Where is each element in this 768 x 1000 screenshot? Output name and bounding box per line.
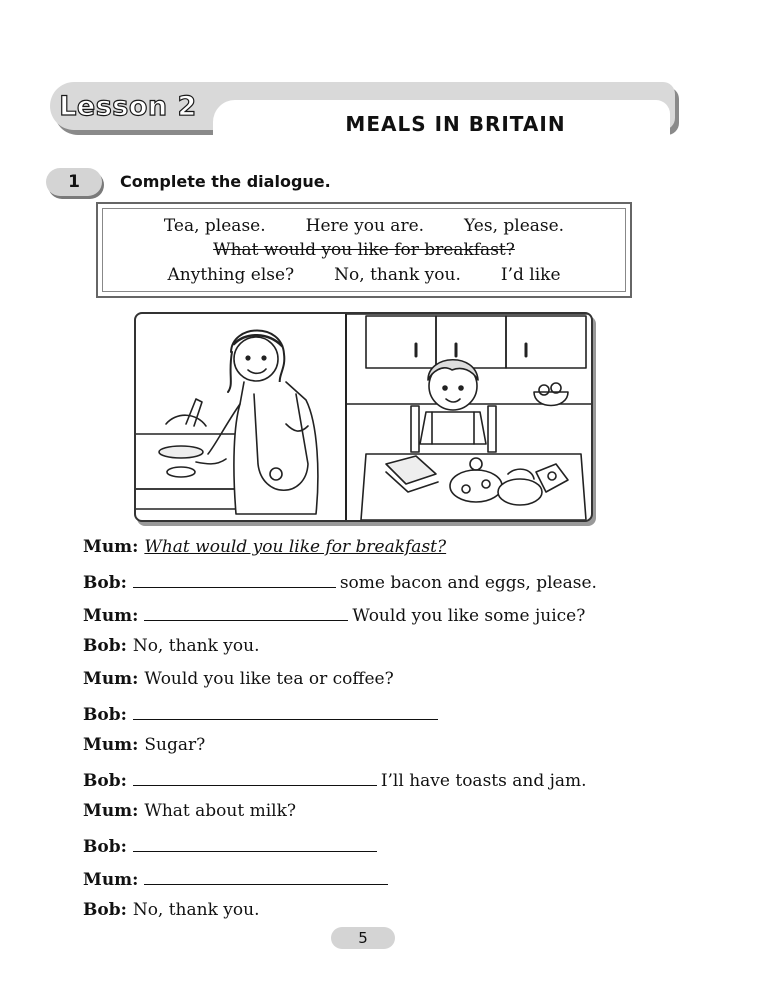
word-option: Tea, please.	[163, 216, 266, 236]
dialogue-line-7: Mum: Sugar?	[83, 735, 206, 755]
answer-blank[interactable]	[144, 867, 388, 885]
speaker-label: Bob	[83, 900, 121, 920]
word-box-row-2	[98, 240, 630, 260]
exercise-instruction: Complete the dialogue.	[120, 172, 331, 191]
lesson-label: Lesson 2	[59, 90, 197, 122]
word-option: Here you are.	[305, 216, 425, 236]
dialogue-line-5: Mum: Would you like tea or coffee?	[83, 669, 394, 689]
speaker-label: Mum	[83, 870, 133, 890]
word-option: No, thank you.	[334, 265, 461, 285]
speaker-label: Bob	[83, 705, 121, 725]
dialogue-line-4: Bob: No, thank you.	[83, 636, 260, 656]
word-option-crossed-out: What would you like for breakfast?	[213, 240, 515, 260]
speaker-label: Mum	[83, 735, 133, 755]
speaker-label: Mum	[83, 606, 133, 626]
dialogue-line-9: Mum: What about milk?	[83, 801, 297, 821]
dialogue-line-10: Bob:	[83, 834, 381, 857]
line-text: Would you like some juice?	[352, 606, 586, 626]
kitchen-scene-drawing	[136, 314, 591, 520]
speaker-label: Mum	[83, 537, 133, 557]
line-text: No, thank you.	[132, 636, 260, 656]
dialogue-line-6: Bob:	[83, 702, 442, 725]
speaker-label: Bob	[83, 771, 121, 791]
example-answer: What would you like for breakfast?	[144, 537, 447, 557]
dialogue-line-3: Mum: Would you like some juice?	[83, 603, 585, 626]
line-text: I’ll have toasts and jam.	[380, 771, 587, 791]
exercise-number: 1	[68, 172, 80, 192]
speaker-label: Bob	[83, 636, 121, 656]
speaker-label: Mum	[83, 801, 133, 821]
word-box-row-3	[98, 265, 630, 285]
line-text: No, thank you.	[132, 900, 260, 920]
answer-blank[interactable]	[144, 603, 348, 621]
dialogue-line-2: Bob: some bacon and eggs, please.	[83, 570, 597, 593]
word-box-row-1	[98, 216, 630, 236]
speaker-label: Mum	[83, 669, 133, 689]
dialogue-line-11: Mum:	[83, 867, 392, 890]
line-text: Would you like tea or coffee?	[144, 669, 394, 689]
breakfast-illustration	[134, 312, 593, 522]
speaker-label: Bob	[83, 573, 121, 593]
dialogue-line-12: Bob: No, thank you.	[83, 900, 260, 920]
page-number: 5	[331, 927, 395, 949]
dialogue-line-1: Mum: What would you like for breakfast?	[83, 537, 447, 557]
speaker-label: Bob	[83, 837, 121, 857]
answer-blank[interactable]	[133, 702, 438, 720]
line-text: What about milk?	[144, 801, 297, 821]
answer-blank[interactable]	[133, 570, 336, 588]
word-option: Yes, please.	[464, 216, 565, 236]
dialogue-line-8: Bob: I’ll have toasts and jam.	[83, 768, 587, 791]
word-option: Anything else?	[167, 265, 295, 285]
word-box	[96, 202, 632, 298]
answer-blank[interactable]	[133, 768, 377, 786]
line-text: some bacon and eggs, please.	[339, 573, 597, 593]
line-text: Sugar?	[144, 735, 206, 755]
answer-blank[interactable]	[133, 834, 377, 852]
word-option: I’d like	[500, 265, 561, 285]
lesson-title: MEALS IN BRITAIN	[345, 112, 566, 136]
